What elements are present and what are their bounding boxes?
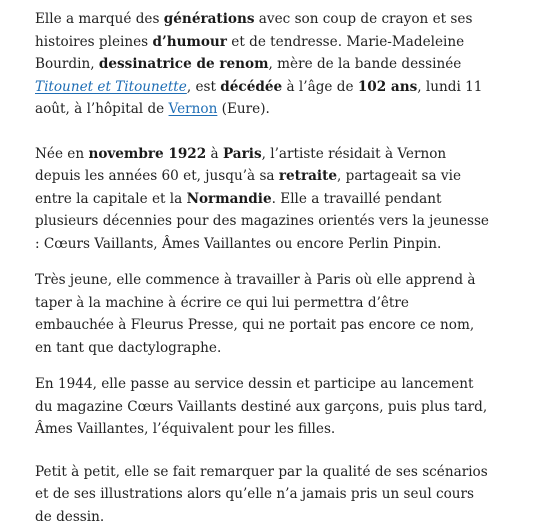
text: . Elle a travaillé pendant plusieurs décennies pour des magazines orientés vers la jeunesse : Cœurs Vaillants, Âmes Vaillantes ou encore Perlin Pinpin. bbox=[35, 191, 489, 252]
bold-text: Paris bbox=[223, 146, 262, 162]
text: à bbox=[206, 146, 223, 162]
bold-text: 102 ans bbox=[358, 79, 417, 95]
text: , mère de la bande dessinée bbox=[269, 56, 462, 72]
bold-text: Normandie bbox=[187, 191, 272, 207]
text: , l’artiste résidait à Vernon depuis les années 60 et, jusqu’à sa bbox=[35, 146, 446, 185]
text: avec son coup de crayon et ses histoires pleines bbox=[35, 11, 472, 50]
paragraph-1944: En 1944, elle passe au service dessin et participe au lancement du magazine Cœurs Vaillants destiné aux garçons, puis plus tard, Âmes Vaillantes, l’équivalent pour les filles. bbox=[35, 373, 492, 441]
text: , lundi 11 août, à l’hôpital de bbox=[35, 79, 482, 118]
text: , partageait sa vie entre la capitale et la bbox=[35, 168, 461, 207]
text: , est bbox=[187, 79, 220, 95]
bold-text: dessinatrice de renom bbox=[99, 56, 269, 72]
paragraph-intro bbox=[35, 8, 492, 121]
bold-text: d’humour bbox=[152, 34, 227, 50]
text: Elle a marqué des bbox=[35, 11, 164, 27]
text: et de tendresse. Marie-Madeleine Bourdin, bbox=[35, 34, 464, 73]
bold-text: générations bbox=[164, 11, 255, 27]
bold-text: décédée bbox=[220, 79, 282, 95]
link-titounet[interactable]: Titounet et Titounette bbox=[35, 79, 187, 95]
paragraph-early-career: Très jeune, elle commence à travailler à Paris où elle apprend à taper à la machine à écrire ce qui lui permettra d’être embauchée à Fleurus Presse, qui ne portait pas encore ce nom, en tant que dactylographe. bbox=[35, 269, 492, 359]
link-vernon[interactable]: Vernon bbox=[169, 101, 218, 117]
bold-text: novembre 1922 bbox=[88, 146, 206, 162]
bold-text: retraite bbox=[279, 168, 337, 184]
text: à l’âge de bbox=[282, 79, 358, 95]
paragraph-biography bbox=[35, 143, 492, 256]
paragraph-recognition: Petit à petit, elle se fait remarquer par la qualité de ses scénarios et de ses illustrations alors qu’elle n’a jamais pris un seul cours de dessin. bbox=[35, 461, 492, 528]
text: (Eure). bbox=[217, 101, 269, 117]
text: Née en bbox=[35, 146, 88, 162]
